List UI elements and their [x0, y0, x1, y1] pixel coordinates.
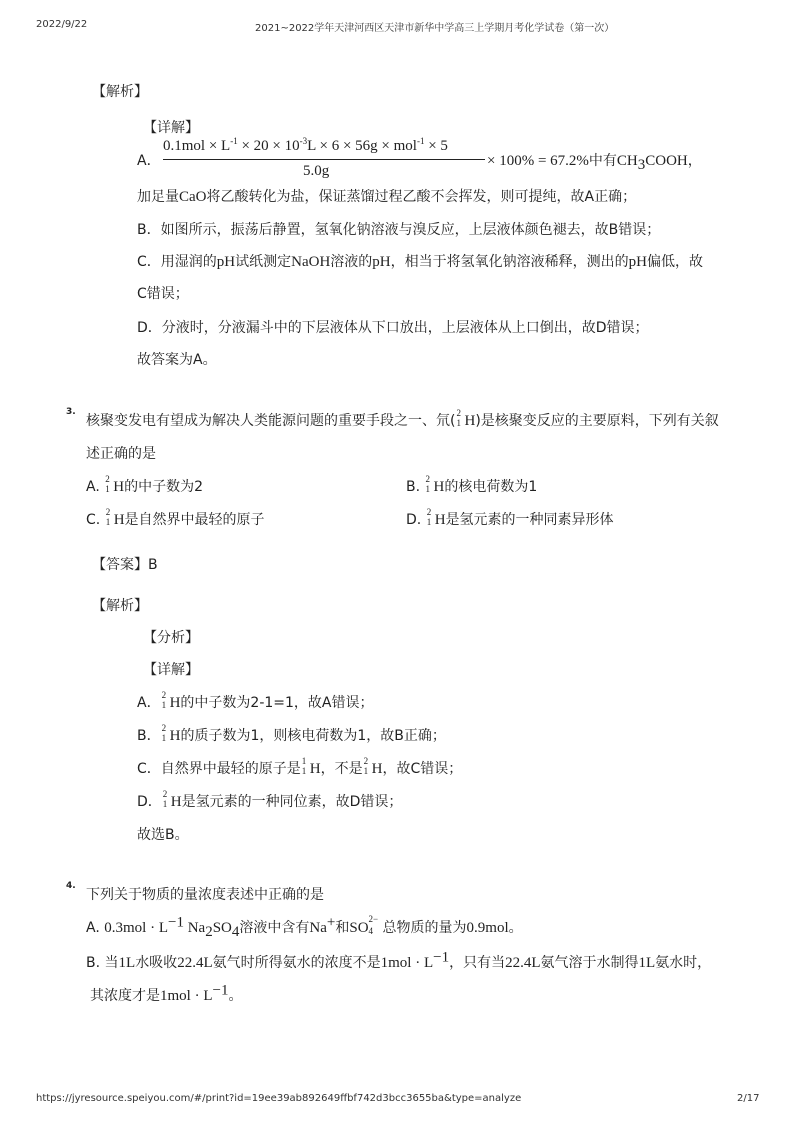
- q2-b-line: B．如图所示，振荡后静置，氢氧化钠溶液与溴反应，上层液体颜色褪去，故B错误；: [137, 222, 661, 238]
- print-date: 2022/9/22: [36, 19, 88, 30]
- q3-option-b[interactable]: B. 2 1 H的核电荷数为1: [406, 474, 538, 495]
- fraction-bar: [163, 159, 485, 160]
- question-number: 4.: [66, 881, 76, 891]
- q2-a-prefix: A．: [137, 153, 161, 169]
- question-number: 3.: [66, 407, 76, 417]
- isotope-notation: 2 1: [456, 408, 461, 428]
- fraction-numerator: $0.1mol \times L^{-1} \times 20 \times 10^{-3}L \times 6 \times 56g \times mol^{-1} \times 5$: [163, 136, 448, 154]
- q2-a-tail: × 100% = 67.2%中有$CH_3COOH$，: [487, 153, 702, 173]
- q3-stem-line1: 核聚变发电有望成为解决人类能源问题的重要手段之一、氘( 2 1 H)是核聚变反应的主要原料，下列有关叙: [86, 408, 719, 429]
- q2-a-line2: 加足量CaO将乙酸转化为盐，保证蒸馏过程乙酸不会挥发，则可提纯，故A正确；: [137, 189, 637, 205]
- q2-d-line: D．分液时，分液漏斗中的下层液体从下口放出，上层液体从上口倒出，故D错误；: [137, 320, 649, 336]
- detail-label: 【详解】: [143, 120, 199, 136]
- fraction-denominator: 5.0g: [303, 163, 330, 179]
- fenxi-label: 【分析】: [143, 630, 199, 646]
- q2-c-line2: C错误；: [137, 286, 189, 302]
- q3-detail-a: A． 2 1 H的中子数为2-1=1，故A错误；: [137, 690, 374, 711]
- q4-stem: 下列关于物质的量浓度表述中正确的是: [86, 887, 324, 903]
- analysis-label: 【解析】: [92, 598, 148, 614]
- analysis-label: 【解析】: [92, 84, 148, 100]
- q3-conclusion: 故选B。: [137, 827, 189, 843]
- q4-option-a[interactable]: A. $0.3mol \cdot L^{-1}$ $Na_2SO_4$溶液中含有Na+和SO 2− 4 总物质的量为0.9mol。: [86, 914, 523, 940]
- q2-conclusion: 故答案为A。: [137, 352, 217, 368]
- answer-line: 【答案】B: [92, 557, 158, 573]
- document-title: 2021~2022学年天津河西区天津市新华中学高三上学期月考化学试卷（第一次）: [255, 23, 615, 34]
- detail-label: 【详解】: [143, 662, 199, 678]
- q3-detail-d: D． 2 1 H是氢元素的一种同位素，故D错误；: [137, 789, 403, 810]
- q3-stem-line2: 述正确的是: [86, 446, 156, 462]
- q3-option-d[interactable]: D. 2 1 H是氢元素的一种同素异形体: [406, 507, 614, 528]
- q2-c-line1: C．用湿润的pH试纸测定NaOH溶液的pH，相当于将氢氧化钠溶液稀释，测出的pH偏低，故: [137, 254, 703, 270]
- page-number: 2/17: [737, 1093, 760, 1104]
- fraction-expression: [163, 138, 493, 182]
- q4-option-b-line2: 其浓度才是$1mol \cdot L^{-1}$。: [90, 982, 243, 1004]
- q3-option-a[interactable]: A. 2 1 H的中子数为2: [86, 474, 203, 495]
- q3-option-c[interactable]: C. 2 1 H是自然界中最轻的原子: [86, 507, 265, 528]
- footer-url[interactable]: https://jyresource.speiyou.com/#/print?id=19ee39ab892649ffbf742d3bcc3655ba&type=analyze: [36, 1093, 522, 1104]
- q3-detail-c: C．自然界中最轻的原子是 1 1 H，不是 2 1 H，故C错误；: [137, 756, 463, 777]
- q3-detail-b: B． 2 1 H的质子数为1，则核电荷数为1，故B正确；: [137, 723, 446, 744]
- q4-option-b[interactable]: B. 当1L水吸收22.4L氨气时所得氨水的浓度不是$1mol \cdot L^{-1}$，只有当22.4L氨气溶于水制得1L氨水时，: [86, 949, 712, 971]
